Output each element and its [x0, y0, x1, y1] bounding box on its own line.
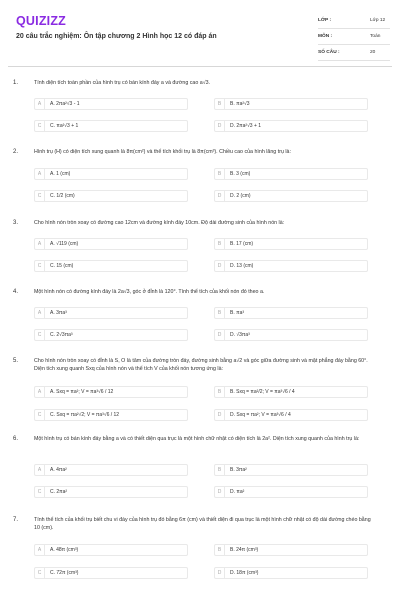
option-letter: A: [35, 98, 45, 110]
meta-info: [318, 13, 390, 61]
option-letter: C: [35, 567, 45, 579]
option-text: D. 18π (cm³): [230, 570, 259, 576]
option-c[interactable]: [34, 329, 188, 341]
option-b[interactable]: [214, 386, 368, 398]
option-text: B. 17 (cm): [230, 241, 254, 247]
meta-row-count: [318, 45, 390, 61]
option-letter: D: [215, 260, 225, 272]
quizizz-logo: QUIZIZZ: [16, 14, 67, 28]
question-number: 5.: [13, 358, 19, 364]
option-letter: D: [215, 409, 225, 421]
meta-label: SỐ CÂU :: [318, 50, 340, 55]
option-text: B. 3 (cm): [230, 171, 251, 177]
option-b[interactable]: [214, 238, 368, 250]
option-letter: B: [215, 168, 225, 180]
option-letter: B: [215, 307, 225, 319]
option-text: C. πa²√3 + 1: [50, 123, 79, 129]
option-letter: B: [215, 544, 225, 556]
option-text: D. 2 (cm): [230, 193, 251, 199]
option-b[interactable]: [214, 98, 368, 110]
question-text: Cho hình nón tròn xoay có đỉnh là S, O là tâm của đường tròn đáy, đường sinh bằng a√2 và góc giữa đường sinh và mặt phẳng đáy bằng 60°. Diện tích xung quanh Sxq của hình nón và thể tích V của khối nón tương ứng là:: [34, 358, 368, 372]
option-letter: C: [35, 190, 45, 202]
option-b[interactable]: [214, 168, 368, 180]
option-d[interactable]: [214, 190, 368, 202]
option-text: A. Sxq = πa²; V = πa³√6 / 12: [50, 389, 114, 395]
option-letter: D: [215, 567, 225, 579]
option-text: C. 15 (cm): [50, 263, 74, 269]
option-text: D. √3πa³: [230, 332, 250, 338]
option-letter: B: [215, 464, 225, 476]
question-text: Cho hình nón tròn xoay có đường cao 12cm và đường kính đáy 10cm. Độ dài đường sinh của hình nón là:: [34, 220, 285, 226]
option-text: B. 24π (cm³): [230, 547, 259, 553]
question-text: Tính diện tích toàn phần của hình trụ có bán kính đáy a và đường cao a√3.: [34, 80, 211, 86]
question-number: 4.: [13, 289, 19, 295]
option-letter: A: [35, 386, 45, 398]
option-letter: C: [35, 260, 45, 272]
question-number: 3.: [13, 220, 19, 226]
option-a[interactable]: [34, 386, 188, 398]
option-letter: D: [215, 486, 225, 498]
question-text: Một hình trụ có bán kính đáy bằng a và có thiết diện qua trục là một hình chữ nhật có diện tích là 2a². Diện tích xung quanh của hình trụ là:: [34, 436, 360, 442]
option-a[interactable]: [34, 168, 188, 180]
option-letter: D: [215, 190, 225, 202]
option-letter: D: [215, 120, 225, 132]
option-d[interactable]: [214, 260, 368, 272]
option-letter: B: [215, 98, 225, 110]
option-text: C. Sxq = πa²√2; V = πa³√6 / 12: [50, 412, 120, 418]
meta-value: Lớp 12: [370, 18, 386, 23]
option-letter: C: [35, 486, 45, 498]
meta-value: 20: [370, 50, 376, 55]
option-c[interactable]: [34, 260, 188, 272]
option-text: D. πa²: [230, 489, 245, 495]
option-c[interactable]: [34, 190, 188, 202]
option-text: C. 2πa²: [50, 489, 68, 495]
option-text: D. Sxq = πa²; V = πa³√6 / 4: [230, 412, 291, 418]
meta-value: Toán: [370, 34, 381, 39]
option-text: A. 1 (cm): [50, 171, 71, 177]
option-b[interactable]: [214, 307, 368, 319]
option-d[interactable]: [214, 486, 368, 498]
option-a[interactable]: [34, 98, 188, 110]
option-text: B. πa³: [230, 310, 245, 316]
option-letter: C: [35, 120, 45, 132]
meta-row-subject: [318, 29, 390, 45]
option-text: A. 4πa²: [50, 467, 67, 473]
option-letter: A: [35, 168, 45, 180]
meta-label: MÔN :: [318, 34, 333, 39]
question-text: Một hình nón có đường kính đáy là 2a√3, góc ở đỉnh là 120°. Tính thể tích của khối nón đó theo a.: [34, 289, 265, 295]
option-c[interactable]: [34, 409, 188, 421]
option-text: B. 3πa²: [230, 467, 247, 473]
option-letter: A: [35, 238, 45, 250]
meta-row-class: [318, 13, 390, 29]
option-a[interactable]: [34, 238, 188, 250]
option-text: B. Sxq = πa²/2; V = πa³√6 / 4: [230, 389, 295, 395]
option-a[interactable]: [34, 464, 188, 476]
question-text: Hình trụ (H) có diện tích xung quanh là 8π(cm²) và thể tích khối trụ là 8π(cm³). Chiều cao của hình lăng trụ là:: [34, 149, 291, 155]
option-d[interactable]: [214, 409, 368, 421]
option-text: A. √119 (cm): [50, 241, 79, 247]
option-letter: A: [35, 544, 45, 556]
option-text: C. 1/2 (cm): [50, 193, 75, 199]
option-d[interactable]: [214, 567, 368, 579]
option-text: A. 2πa²√3 - 1: [50, 101, 80, 107]
option-b[interactable]: [214, 464, 368, 476]
question-number: 2.: [13, 149, 19, 155]
option-letter: C: [35, 409, 45, 421]
question-number: 1.: [13, 80, 19, 86]
option-text: B. πa²√3: [230, 101, 250, 107]
option-text: C. 2√3πa³: [50, 332, 73, 338]
question-number: 6.: [13, 436, 19, 442]
option-d[interactable]: [214, 120, 368, 132]
option-text: A. 48π (cm³): [50, 547, 79, 553]
option-letter: B: [215, 238, 225, 250]
option-text: D. 13 (cm): [230, 263, 254, 269]
option-letter: A: [35, 307, 45, 319]
option-c[interactable]: [34, 486, 188, 498]
page-title: 20 câu trắc nghiệm: Ôn tập chương 2 Hình học 12 có đáp án: [16, 33, 217, 40]
header-divider: [8, 66, 392, 67]
option-letter: B: [215, 386, 225, 398]
option-d[interactable]: [214, 329, 368, 341]
question-number: 7.: [13, 517, 19, 523]
page-header: [0, 0, 400, 64]
option-text: A. 3πa³: [50, 310, 67, 316]
option-text: C. 72π (cm³): [50, 570, 79, 576]
option-c[interactable]: [34, 120, 188, 132]
option-letter: D: [215, 329, 225, 341]
option-b[interactable]: [214, 544, 368, 556]
option-text: D. 2πa²√3 + 1: [230, 123, 262, 129]
option-letter: C: [35, 329, 45, 341]
meta-label: LỚP :: [318, 18, 332, 23]
option-a[interactable]: [34, 544, 188, 556]
option-letter: A: [35, 464, 45, 476]
question-text: Tính thể tích của khối trụ biết chu vi đáy của hình trụ đó bằng 6π (cm) và thiết diện đi qua trục là một hình chữ nhật có độ dài đường chéo bằng 10 (cm).: [34, 517, 371, 531]
option-a[interactable]: [34, 307, 188, 319]
option-c[interactable]: [34, 567, 188, 579]
